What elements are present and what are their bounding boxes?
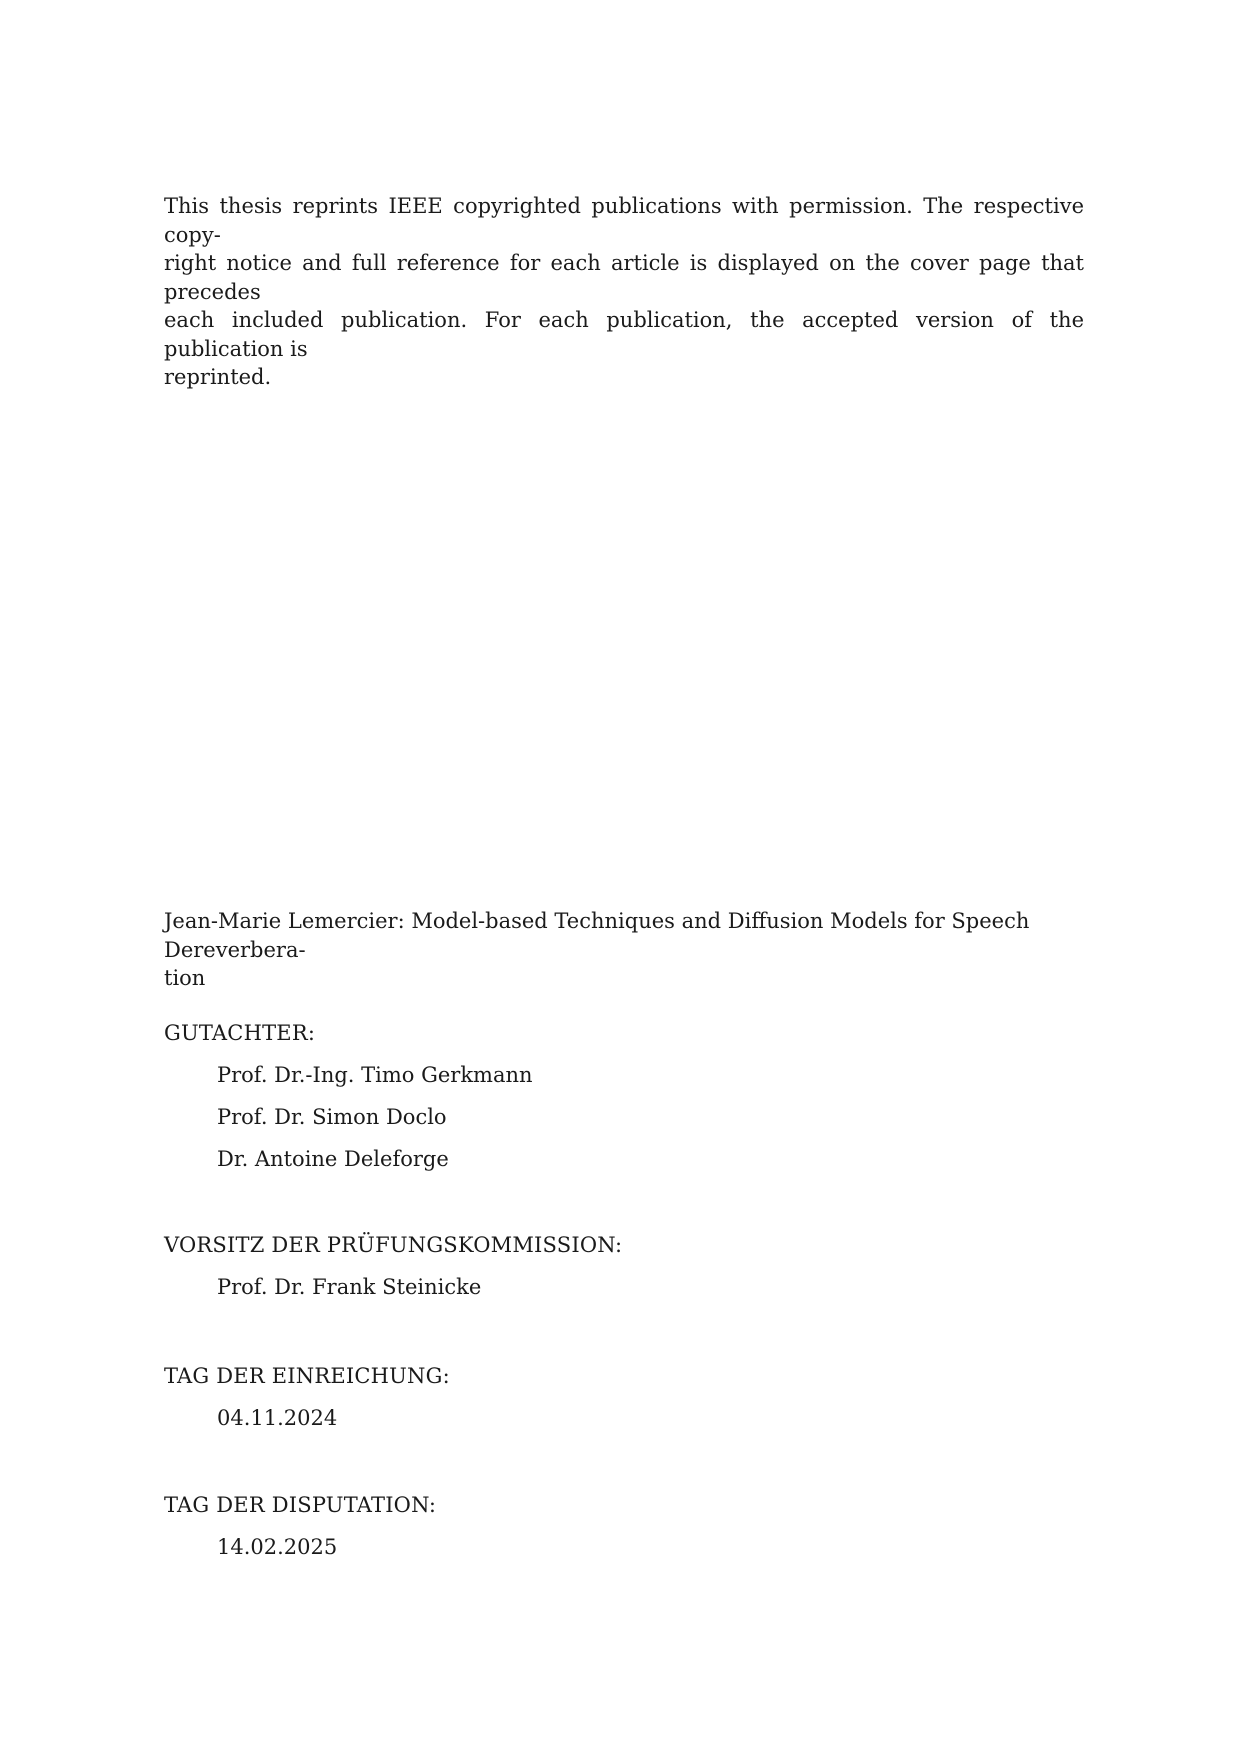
defense-date: 14.02.2025 (217, 1535, 338, 1559)
submission-section (164, 1362, 1084, 1430)
chair-label: VORSITZ DER PRÜFUNGSKOMMISSION: (164, 1233, 623, 1257)
reviewer-name: Dr. Antoine Deleforge (217, 1147, 449, 1171)
submission-date: 04.11.2024 (217, 1406, 338, 1430)
thesis-colophon (164, 907, 1084, 1559)
reviewer-name: Prof. Dr.-Ing. Timo Gerkmann (217, 1063, 533, 1087)
chair-section (164, 1231, 1084, 1299)
chair-name: Prof. Dr. Frank Steinicke (217, 1275, 482, 1299)
thesis-author-title: Jean-Marie Lemercier: Model-based Techniques and Diffusion Models for Speech Dereverbera- tion (164, 909, 1030, 990)
defense-section (164, 1491, 1084, 1559)
reviewers-section (164, 1019, 1084, 1171)
reviewer-name: Prof. Dr. Simon Doclo (217, 1105, 447, 1129)
submission-label: TAG DER EINREICHUNG: (164, 1364, 450, 1388)
reviewers-label: GUTACHTER: (164, 1021, 316, 1045)
defense-label: TAG DER DISPUTATION: (164, 1493, 437, 1517)
copyright-notice: This thesis reprints IEEE copyrighted publications with permission. The respective copy- right notice and full reference for each article is displayed on the cover page that precedes each included publication. For each publication, the accepted version of the publication is reprinted. (164, 194, 1084, 389)
